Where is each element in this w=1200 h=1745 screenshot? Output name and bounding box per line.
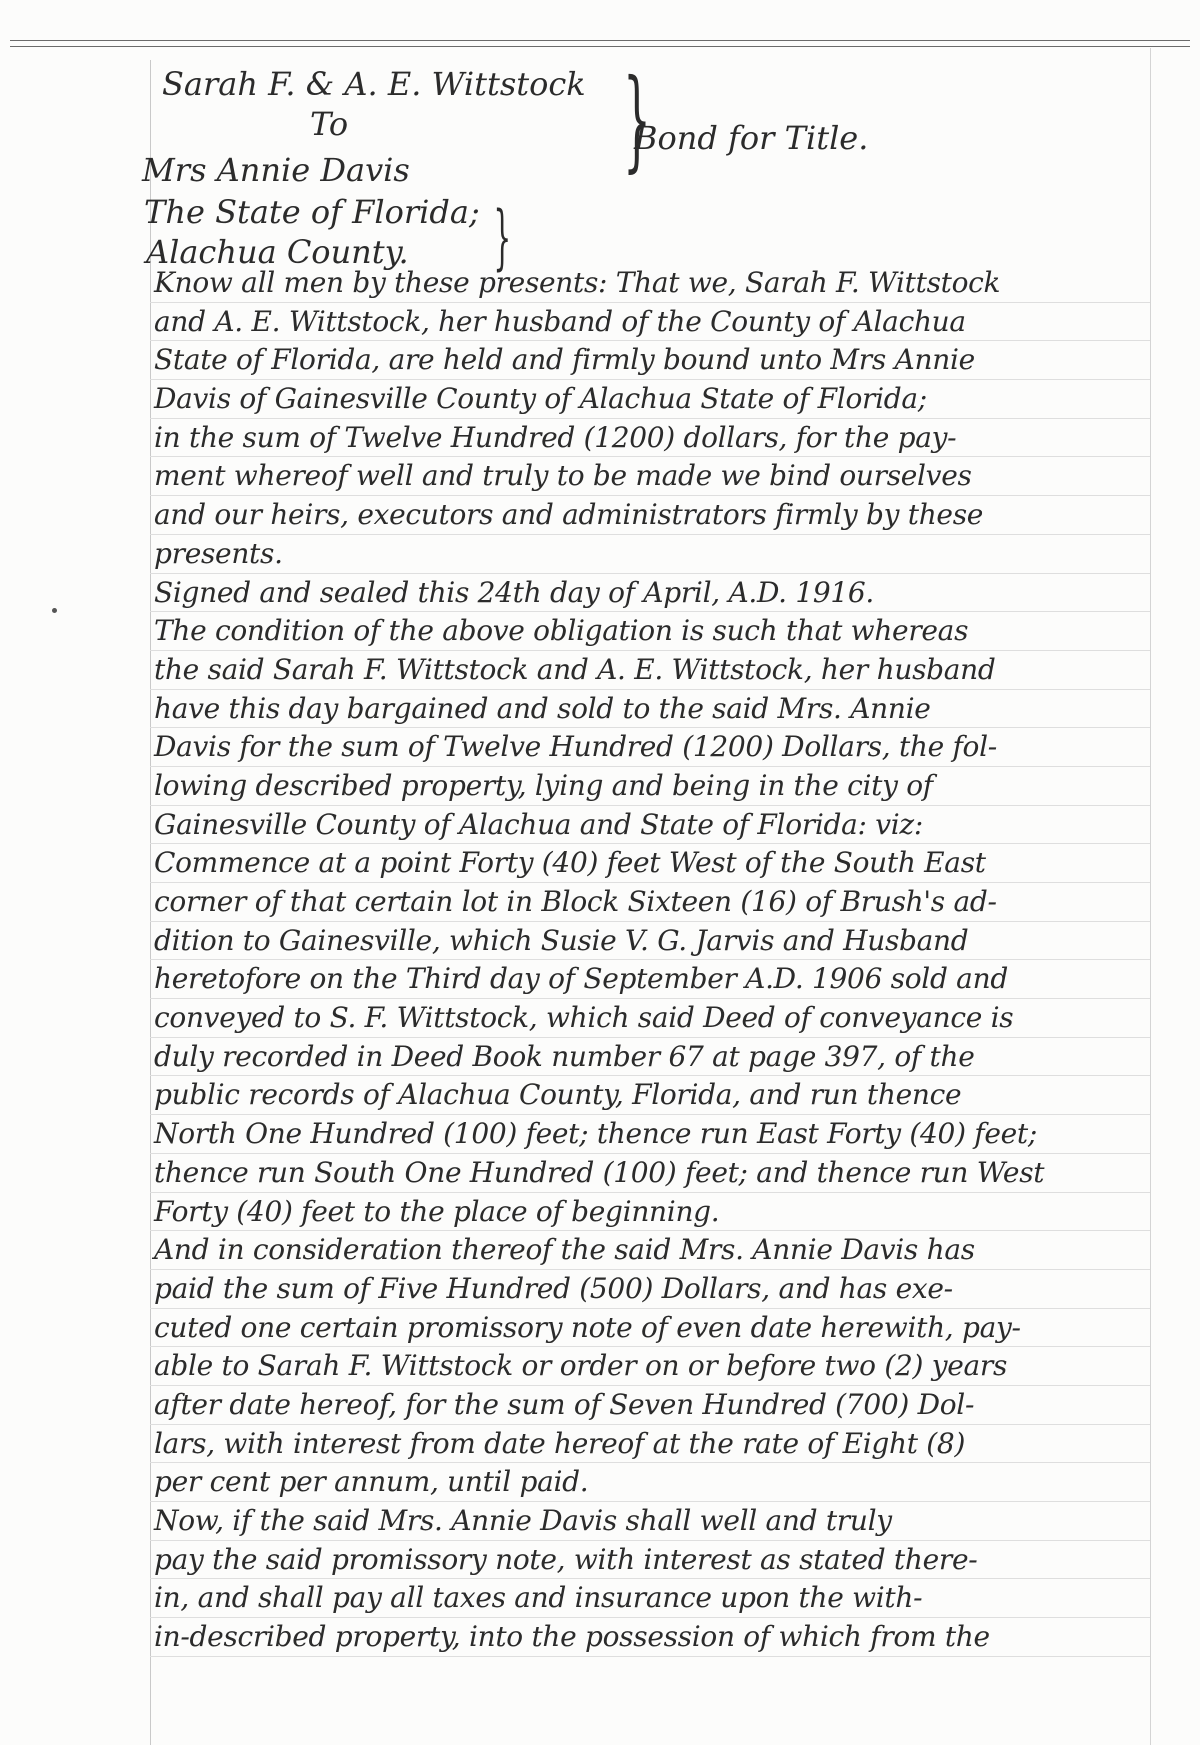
text-line: lars, with interest from date hereof at the rate of Eight (8) [150,1425,1150,1464]
heading-to: To [310,105,349,143]
top-rule [10,46,1190,47]
text-line: per cent per annum, until paid. [150,1463,1150,1502]
text-line: lowing described property, lying and being in the city of [150,767,1150,806]
text-line: pay the said promissory note, with interest as stated there- [150,1541,1150,1580]
text-line: heretofore on the Third day of September A.D. 1906 sold and [150,960,1150,999]
text-line: The condition of the above obligation is such that whereas [150,612,1150,651]
margin-dot [52,608,57,613]
heading-grantors: Sarah F. & A. E. Wittstock [162,65,586,103]
text-line: Davis for the sum of Twelve Hundred (1200) Dollars, the fol- [150,728,1150,767]
text-line: presents. [150,535,1150,574]
text-line: the said Sarah F. Wittstock and A. E. Wittstock, her husband [150,651,1150,690]
heading-instrument: Bond for Title. [634,119,869,157]
text-line: able to Sarah F. Wittstock or order on or before two (2) years [150,1347,1150,1386]
text-line: Davis of Gainesville County of Alachua State of Florida; [150,380,1150,419]
text-line: Forty (40) feet to the place of beginning. [150,1193,1150,1232]
document-heading [142,55,1150,290]
heading-brace: } [623,55,651,183]
text-line: paid the sum of Five Hundred (500) Dollars, and has exe- [150,1270,1150,1309]
right-margin-line [1150,48,1151,1745]
text-line: in, and shall pay all taxes and insurance upon the with- [150,1579,1150,1618]
text-line: after date hereof, for the sum of Seven Hundred (700) Dol- [150,1386,1150,1425]
state-brace: } [493,196,512,278]
heading-grantee: Mrs Annie Davis [142,151,410,189]
text-line: cuted one certain promissory note of even date herewith, pay- [150,1309,1150,1348]
text-line: Commence at a point Forty (40) feet West of the South East [150,844,1150,883]
text-line: have this day bargained and sold to the said Mrs. Annie [150,690,1150,729]
text-line: public records of Alachua County, Florida, and run thence [150,1076,1150,1115]
text-line: corner of that certain lot in Block Sixteen (16) of Brush's ad- [150,883,1150,922]
text-line: thence run South One Hundred (100) feet; and thence run West [150,1154,1150,1193]
text-line: conveyed to S. F. Wittstock, which said Deed of conveyance is [150,999,1150,1038]
text-line: dition to Gainesville, which Susie V. G. Jarvis and Husband [150,922,1150,961]
text-line: Signed and sealed this 24th day of April, A.D. 1916. [150,574,1150,613]
text-line: State of Florida, are held and firmly bound unto Mrs Annie [150,341,1150,380]
text-line: in the sum of Twelve Hundred (1200) dollars, for the pay- [150,419,1150,458]
top-rule [10,40,1190,41]
text-line: and our heirs, executors and administrators firmly by these [150,496,1150,535]
text-line: Now, if the said Mrs. Annie Davis shall well and truly [150,1502,1150,1541]
heading-state: The State of Florida; [144,193,480,231]
text-line: and A. E. Wittstock, her husband of the County of Alachua [150,303,1150,342]
bond-body [150,264,1150,1657]
text-line: And in consideration thereof the said Mrs. Annie Davis has [150,1231,1150,1270]
text-line: duly recorded in Deed Book number 67 at page 397, of the [150,1038,1150,1077]
text-line: in-described property, into the possession of which from the [150,1618,1150,1657]
text-line: ment whereof well and truly to be made we bind ourselves [150,457,1150,496]
heading-county: Alachua County. [146,233,409,271]
text-line: North One Hundred (100) feet; thence run East Forty (40) feet; [150,1115,1150,1154]
text-line: Know all men by these presents: That we, Sarah F. Wittstock [150,264,1150,303]
text-line: Gainesville County of Alachua and State of Florida: viz: [150,806,1150,845]
